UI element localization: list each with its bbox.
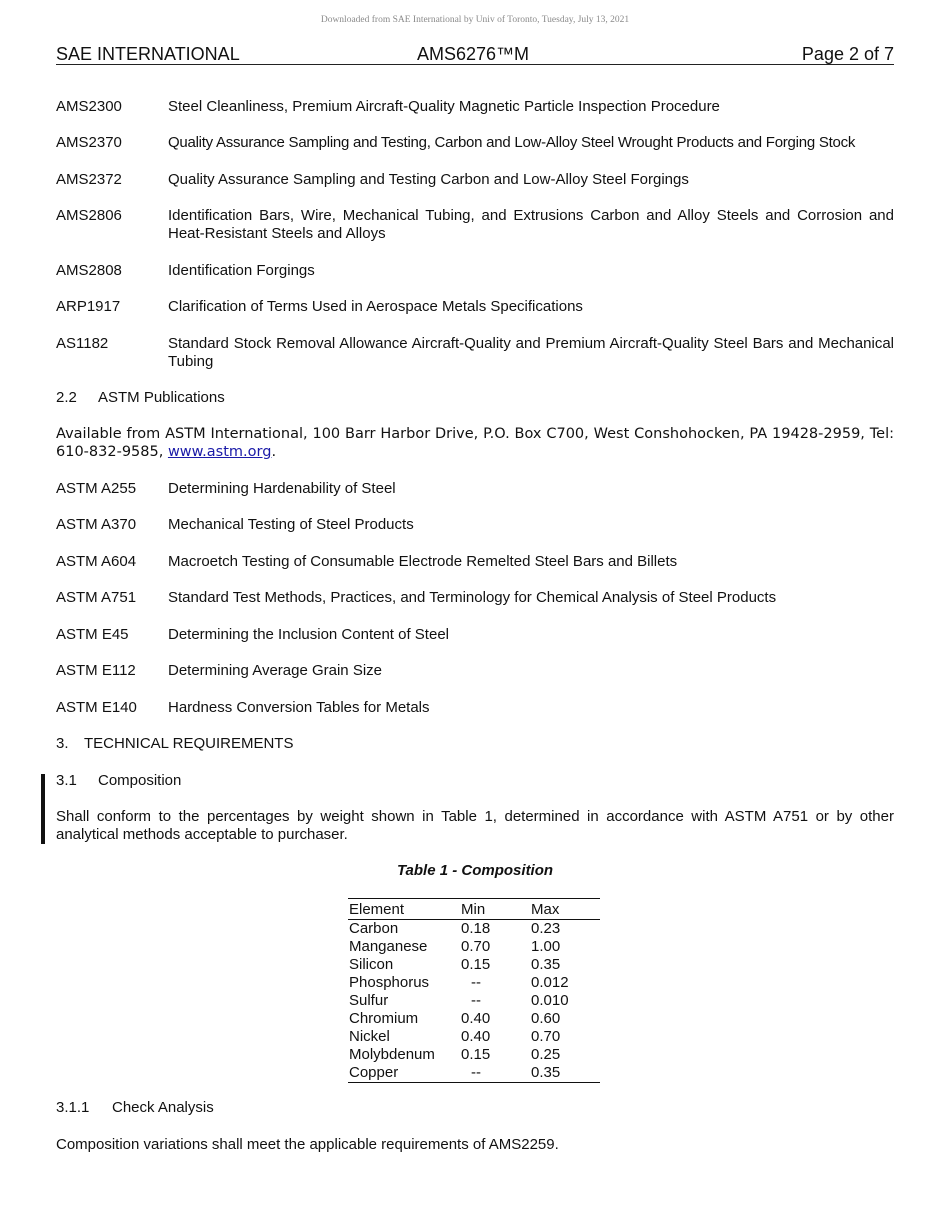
section-number: 3.1: [56, 772, 77, 789]
composition-table: [348, 898, 600, 1083]
reference-code: ASTM E140: [56, 699, 137, 716]
reference-title: Quality Assurance Sampling and Testing, Carbon and Low-Alloy Steel Wrought Products and Forging Stock: [168, 134, 856, 151]
reference-code: ASTM E45: [56, 626, 129, 643]
section-heading-2-2: [56, 389, 894, 407]
reference-row: [56, 98, 894, 116]
section-title: TECHNICAL REQUIREMENTS: [84, 735, 294, 752]
cell-min: --: [471, 992, 481, 1009]
table-row: [348, 938, 600, 956]
cell-element: Molybdenum: [349, 1046, 435, 1063]
table-row: [348, 1064, 600, 1082]
astm-availability-paragraph: [56, 425, 894, 461]
reference-row: [56, 516, 894, 534]
table-row: [348, 974, 600, 992]
header-max: Max: [531, 901, 560, 918]
reference-code: ASTM A255: [56, 480, 137, 497]
revision-change-bar: [41, 774, 45, 844]
reference-code: ASTM E112: [56, 662, 136, 679]
cell-element: Phosphorus: [349, 974, 430, 991]
reference-title: Identification Bars, Wire, Mechanical Tubing, and Extrusions Carbon and Alloy Steels and Corrosion and Heat-Resistant Steels and Alloys: [168, 207, 894, 242]
table-row: [348, 1046, 600, 1064]
header-doc-id: AMS6276™M: [417, 44, 530, 64]
cell-max: 0.60: [531, 1010, 561, 1027]
cell-max: 0.23: [531, 920, 561, 937]
reference-row: [56, 662, 894, 680]
header-org: SAE INTERNATIONAL: [56, 44, 240, 64]
section-heading-3-1: [56, 772, 894, 790]
reference-code: ASTM A370: [56, 516, 137, 533]
section-title: Check Analysis: [112, 1099, 214, 1116]
header-page-number: Page 2 of 7: [801, 44, 894, 64]
reference-row: [56, 589, 894, 607]
table-row: [348, 992, 600, 1010]
cell-min: --: [471, 1064, 481, 1081]
cell-element: Carbon: [349, 920, 399, 937]
cell-min: 0.40: [461, 1028, 491, 1045]
reference-title: Determining the Inclusion Content of Steel: [168, 626, 449, 643]
reference-code: AMS2300: [56, 98, 122, 115]
section-heading-3: [56, 735, 894, 753]
availability-text: Available from ASTM International, 100 Barr Harbor Drive, P.O. Box C700, West Conshohocken, PA 19428-2959, Tel: 610-832-9585,: [56, 426, 894, 460]
download-watermark: Downloaded from SAE International by Univ of Toronto, Tuesday, July 13, 2021: [320, 15, 630, 25]
section-number: 3.: [56, 735, 69, 752]
cell-max: 0.35: [531, 956, 561, 973]
reference-code: AMS2370: [56, 134, 122, 151]
cell-element: Copper: [349, 1064, 399, 1081]
section-title: Composition: [98, 772, 182, 789]
reference-row: [56, 480, 894, 498]
table-caption: Table 1 - Composition: [396, 862, 554, 879]
cell-max: 0.25: [531, 1046, 561, 1063]
reference-row: [56, 298, 894, 316]
section-title: ASTM Publications: [98, 389, 225, 406]
cell-element: Silicon: [349, 956, 394, 973]
reference-row: [56, 553, 894, 571]
reference-row: [56, 134, 894, 152]
reference-code: ASTM A751: [56, 589, 137, 606]
cell-min: 0.18: [461, 920, 491, 937]
reference-code: AMS2372: [56, 171, 122, 188]
reference-title: Determining Average Grain Size: [168, 662, 382, 679]
reference-code: AS1182: [56, 335, 109, 352]
section-heading-3-1-1: [56, 1099, 894, 1117]
reference-code: AMS2808: [56, 262, 122, 279]
header-element: Element: [349, 901, 405, 918]
cell-min: 0.40: [461, 1010, 491, 1027]
reference-title: Standard Stock Removal Allowance Aircraft-Quality and Premium Aircraft-Quality Steel Bars and Mechanical Tubing: [168, 335, 894, 370]
section-number: 2.2: [56, 389, 77, 406]
cell-element: Sulfur: [349, 992, 389, 1009]
reference-title: Standard Test Methods, Practices, and Terminology for Chemical Analysis of Steel Products: [168, 589, 777, 606]
astm-website-link[interactable]: www.astm.org: [167, 444, 272, 460]
reference-title: Macroetch Testing of Consumable Electrode Remelted Steel Bars and Billets: [168, 553, 678, 570]
cell-max: 1.00: [531, 938, 561, 955]
cell-min: 0.70: [461, 938, 491, 955]
reference-row: [56, 335, 894, 371]
cell-min: 0.15: [461, 1046, 491, 1063]
reference-row: [56, 207, 894, 243]
availability-suffix: .: [271, 444, 277, 460]
cell-max: 0.012: [531, 974, 569, 991]
reference-title: Mechanical Testing of Steel Products: [168, 516, 414, 533]
reference-title: Clarification of Terms Used in Aerospace Metals Specifications: [168, 298, 583, 315]
reference-row: [56, 171, 894, 189]
section-number: 3.1.1: [56, 1099, 90, 1116]
reference-code: ASTM A604: [56, 553, 137, 570]
cell-element: Nickel: [349, 1028, 390, 1045]
cell-min: 0.15: [461, 956, 491, 973]
reference-row: [56, 699, 894, 717]
reference-row: [56, 626, 894, 644]
composition-paragraph: Shall conform to the percentages by weight shown in Table 1, determined in accordance with ASTM A751 or by other analytical methods acceptable to purchaser.: [56, 808, 894, 843]
check-analysis-paragraph: Composition variations shall meet the applicable requirements of AMS2259.: [56, 1136, 559, 1153]
table-row: [348, 920, 600, 938]
cell-min: --: [471, 974, 481, 991]
cell-element: Chromium: [349, 1010, 419, 1027]
table-row: [348, 1010, 600, 1028]
reference-title: Identification Forgings: [168, 262, 315, 279]
table-row: [348, 1028, 600, 1046]
header-min: Min: [461, 901, 486, 918]
reference-title: Determining Hardenability of Steel: [168, 480, 396, 497]
reference-code: ARP1917: [56, 298, 121, 315]
page-header: [56, 44, 894, 65]
reference-title: Quality Assurance Sampling and Testing Carbon and Low-Alloy Steel Forgings: [168, 171, 689, 188]
reference-title: Hardness Conversion Tables for Metals: [168, 699, 430, 716]
table-header-row: [348, 901, 600, 920]
reference-row: [56, 262, 894, 280]
reference-title: Steel Cleanliness, Premium Aircraft-Quality Magnetic Particle Inspection Procedure: [168, 98, 720, 115]
table-row: [348, 956, 600, 974]
cell-max: 0.35: [531, 1064, 561, 1081]
cell-element: Manganese: [349, 938, 428, 955]
reference-code: AMS2806: [56, 207, 122, 224]
cell-max: 0.010: [531, 992, 569, 1009]
cell-max: 0.70: [531, 1028, 561, 1045]
